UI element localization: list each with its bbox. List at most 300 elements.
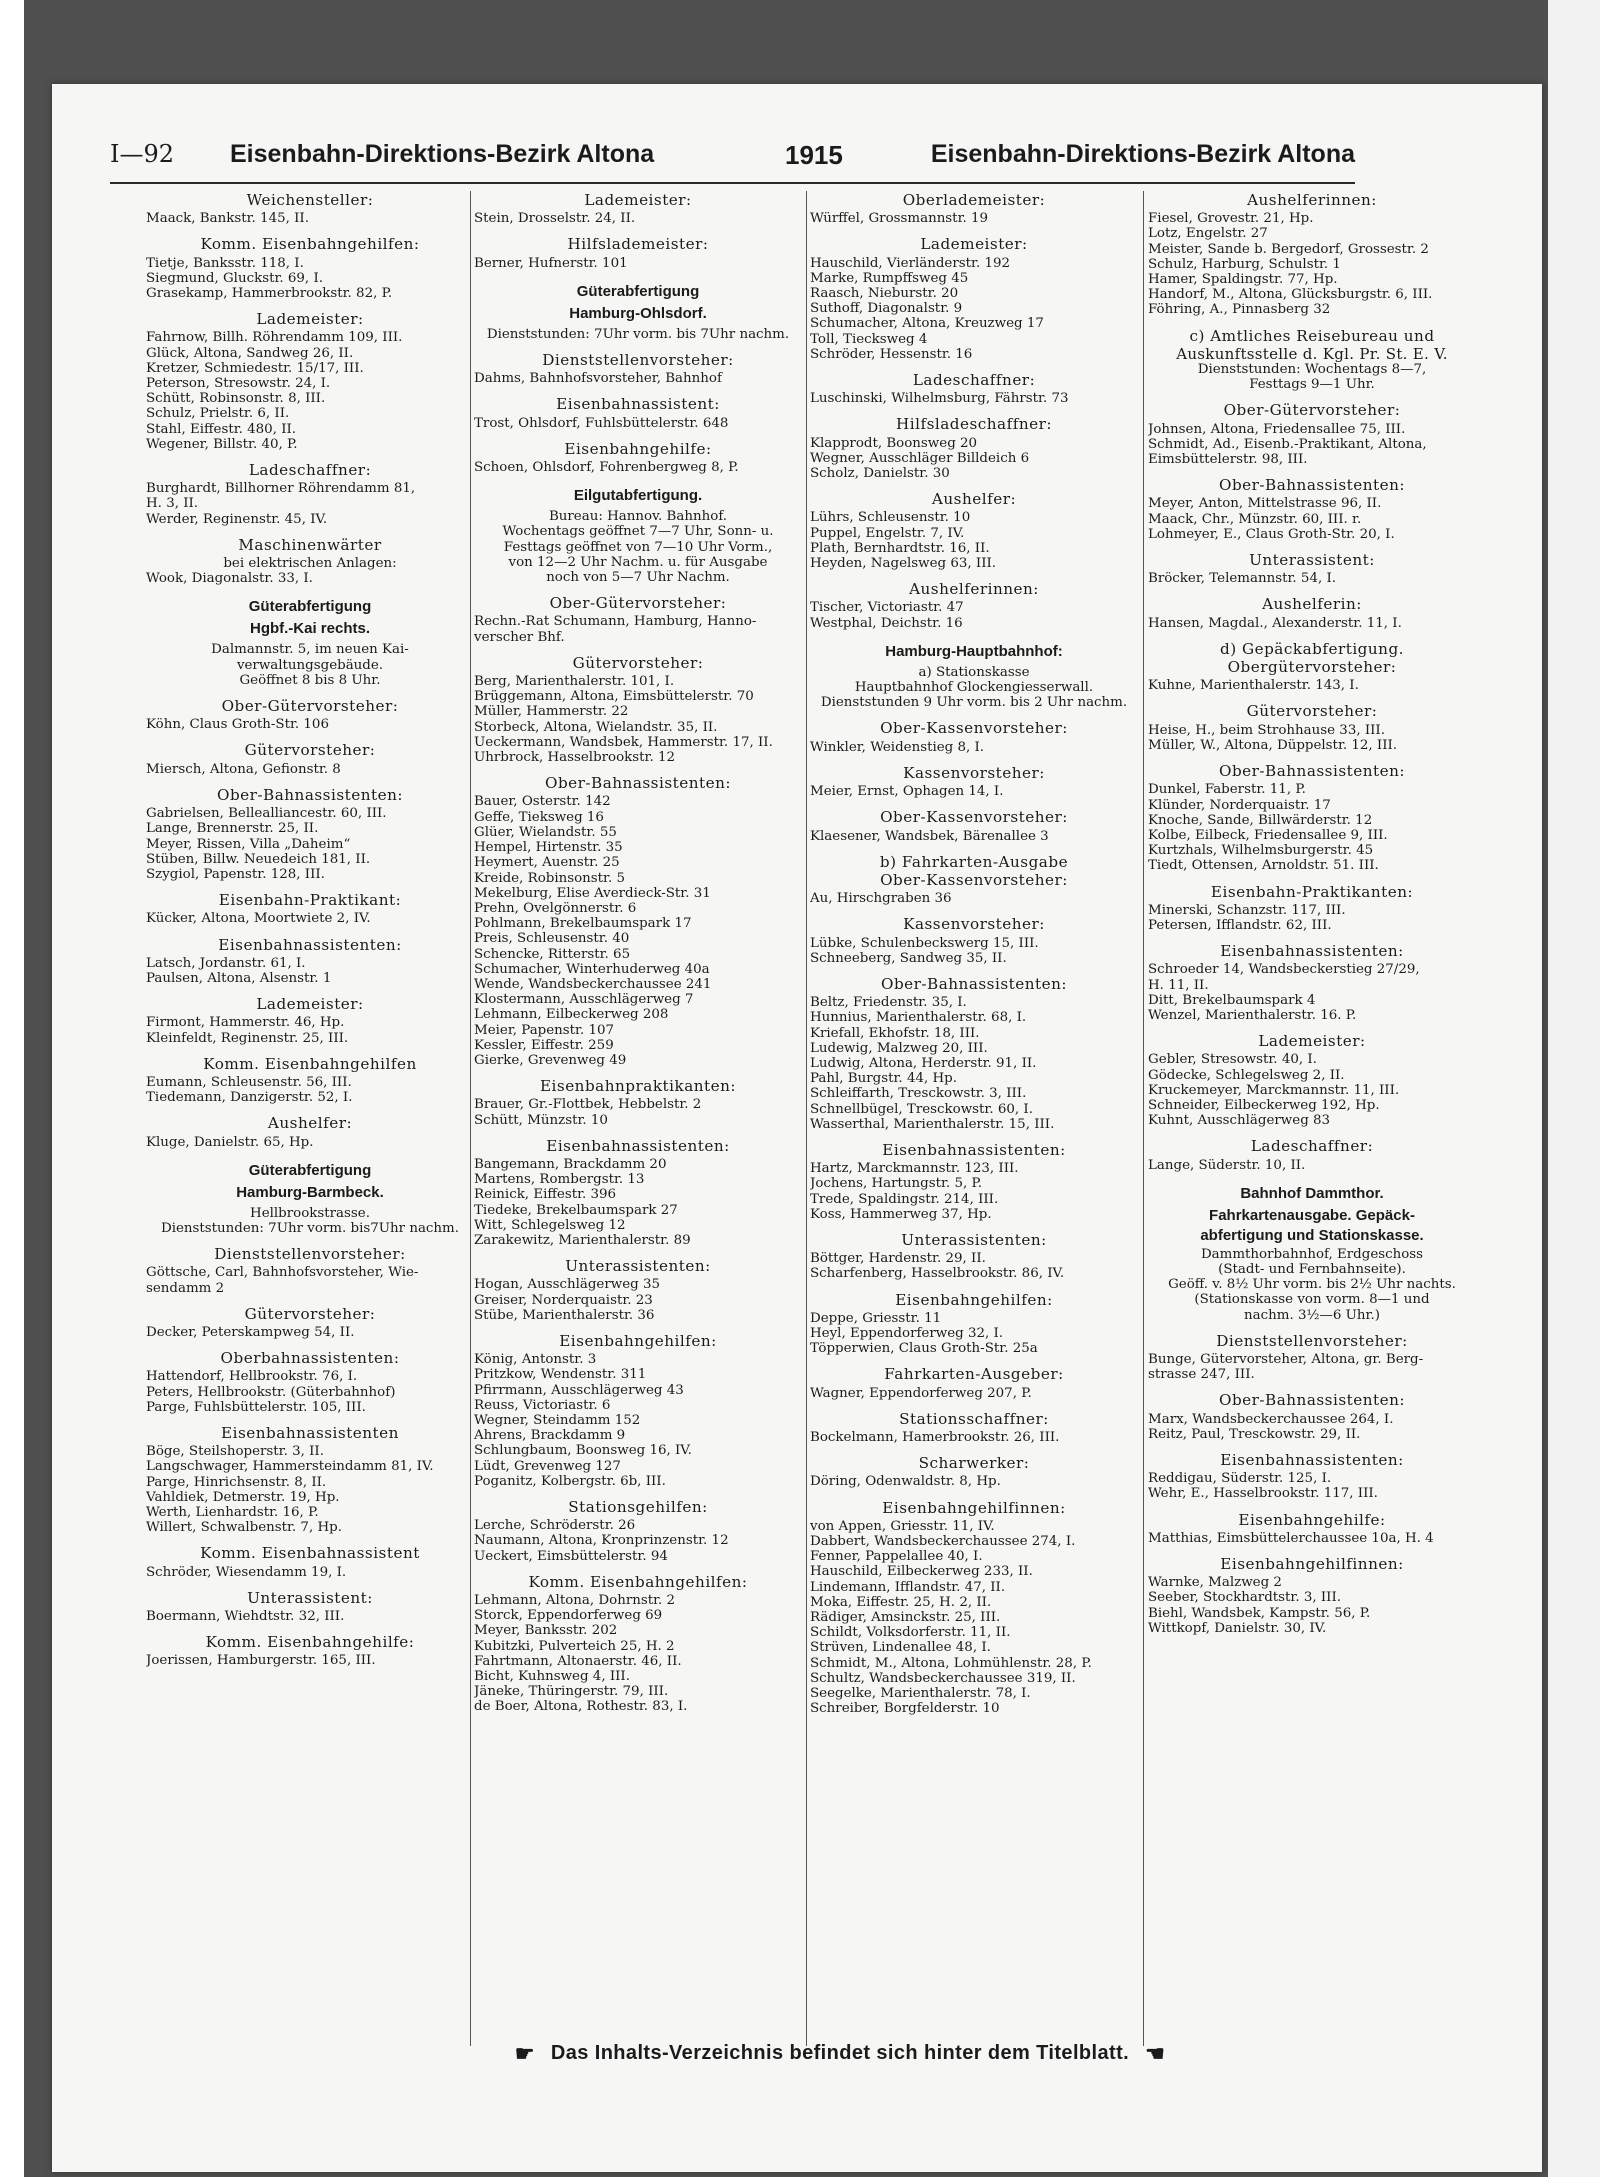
directory-entry: Schmidt, Ad., Eisenb.-Praktikant, Altona, <box>1148 436 1427 452</box>
directory-entry: Toll, Tiecksweg 4 <box>810 331 928 347</box>
directory-entry: Marke, Rumpffsweg 45 <box>810 270 969 286</box>
page-header <box>110 140 1355 176</box>
section-heading: c) Amtliches Reisebureau und <box>1189 326 1435 345</box>
directory-entry: Peters, Hellbrookstr. (Güterbahnhof) <box>146 1384 396 1400</box>
directory-entry: Meyer, Anton, Mittelstrasse 96, II. <box>1148 496 1382 512</box>
directory-entry: Kuhnt, Ausschlägerweg 83 <box>1148 1113 1331 1129</box>
directory-entry: Eimsbüttelerstr. 98, III. <box>1148 452 1308 468</box>
directory-entry: Schumacher, Altona, Kreuzweg 17 <box>810 316 1044 332</box>
office-heading: Bahnhof Dammthor. <box>1240 1184 1384 1202</box>
directory-entry: Gödecke, Schlegelsweg 2, II. <box>1148 1067 1345 1083</box>
section-heading: Ober-Bahnassistenten: <box>217 785 403 804</box>
directory-entry: Wende, Wandsbeckerchaussee 241 <box>474 976 712 992</box>
office-note: bei elektrischen Anlagen: <box>223 556 397 572</box>
directory-entry: Wenzel, Marienthalerstr. 16. P. <box>1148 1007 1357 1023</box>
directory-entry: Schneider, Eilbeckerweg 192, Hp. <box>1148 1097 1380 1113</box>
section-heading: Ladeschaffner: <box>912 371 1036 390</box>
directory-entry: Ludwig, Altona, Herderstr. 91, II. <box>810 1055 1037 1071</box>
directory-entry: Schulz, Harburg, Schulstr. 1 <box>1148 256 1341 272</box>
pointing-hand-icon: ☛ <box>514 2041 535 2066</box>
directory-entry: Böge, Steilshoperstr. 3, II. <box>146 1444 324 1460</box>
directory-entry: Kolbe, Eilbeck, Friedensallee 9, III. <box>1148 827 1388 843</box>
directory-entry: Decker, Peterskampweg 54, II. <box>146 1324 355 1340</box>
directory-entry: Meyer, Banksstr. 202 <box>474 1623 618 1639</box>
directory-entry: sendamm 2 <box>146 1280 225 1296</box>
side-stamp <box>0 0 24 2177</box>
directory-entry: Hamer, Spaldingstr. 77, Hp. <box>1148 272 1338 288</box>
office-heading: Hamburg-Hauptbahnhof: <box>885 642 1063 660</box>
office-note: noch von 5—7 Uhr Nachm. <box>546 570 730 586</box>
office-note: Festtags geöffnet von 7—10 Uhr Vorm., <box>503 539 773 555</box>
column-3 <box>810 191 1138 2046</box>
directory-entry: Berg, Marienthalerstr. 101, I. <box>474 674 675 690</box>
section-heading: Ober-Gütervorsteher: <box>1223 401 1401 420</box>
directory-entry: Mekelburg, Elise Averdieck-Str. 31 <box>474 885 711 901</box>
directory-entry: H. 3, II. <box>146 496 199 512</box>
directory-entry: Geffe, Tieksweg 16 <box>474 809 604 825</box>
section-heading: Ober-Kassenvorsteher: <box>880 870 1068 889</box>
directory-entry: Suthoff, Diagonalstr. 9 <box>810 301 963 317</box>
section-heading: Ober-Bahnassistenten: <box>1219 762 1405 781</box>
directory-entry: Kessler, Eiffestr. 259 <box>474 1037 614 1053</box>
directory-entry: Westphal, Deichstr. 16 <box>810 615 963 631</box>
directory-entry: Deppe, Griesstr. 11 <box>810 1310 942 1326</box>
directory-entry: Klaesener, Wandsbek, Bärenallee 3 <box>810 828 1049 844</box>
directory-entry: Meyer, Rissen, Villa „Daheim“ <box>146 836 351 852</box>
directory-entry: Wasserthal, Marienthalerstr. 15, III. <box>810 1116 1055 1132</box>
directory-entry: Schoen, Ohlsdorf, Fohrenbergweg 8, P. <box>474 460 739 476</box>
section-heading: Lademeister: <box>256 995 364 1014</box>
section-heading: Eisenbahnassistent: <box>556 395 720 414</box>
directory-entry: Dahms, Bahnhofsvorsteher, Bahnhof <box>474 371 722 387</box>
directory-entry: Johnsen, Altona, Friedensallee 75, III. <box>1148 421 1406 437</box>
directory-entry: Storck, Eppendorferweg 69 <box>474 1608 663 1624</box>
section-heading: Eisenbahngehilfinnen: <box>882 1498 1066 1517</box>
directory-entry: Tischer, Victoriastr. 47 <box>810 600 964 616</box>
directory-entry: Lohmeyer, E., Claus Groth-Str. 20, I. <box>1148 526 1395 542</box>
office-note: Bureau: Hannov. Bahnhof. <box>548 509 728 525</box>
directory-entry: Kriefall, Ekhofstr. 18, III. <box>810 1025 980 1041</box>
directory-entry: Schütt, Münzstr. 10 <box>474 1112 608 1128</box>
directory-entry: Bauer, Osterstr. 142 <box>474 794 611 810</box>
scan-margin-right <box>1548 0 1600 2177</box>
directory-entry: Stüben, Billw. Neuedeich 181, II. <box>146 851 371 867</box>
directory-entry: Parge, Fuhlsbüttelerstr. 105, III. <box>146 1399 366 1415</box>
directory-entry: Reitz, Paul, Tresckowstr. 29, II. <box>1148 1426 1361 1442</box>
directory-entry: Minerski, Schanzstr. 117, III. <box>1148 902 1346 918</box>
directory-entry: Marx, Wandsbeckerchaussee 264, I. <box>1148 1411 1394 1427</box>
directory-entry: Wegner, Steindamm 152 <box>474 1413 641 1428</box>
section-heading: Ladeschaffner: <box>248 461 372 480</box>
directory-entry: Tiedt, Ottensen, Arnoldstr. 51. III. <box>1148 858 1379 874</box>
office-note: Geöffnet 8 bis 8 Uhr. <box>239 672 381 688</box>
directory-entry: Ueckert, Eimsbüttelerstr. 94 <box>474 1548 668 1564</box>
directory-entry: Knoche, Sande, Billwärderstr. 12 <box>1148 812 1373 828</box>
directory-entry: Wehr, E., Hasselbrookstr. 117, III. <box>1148 1486 1378 1502</box>
directory-entry: Hartz, Marckmannstr. 123, III. <box>810 1161 1019 1177</box>
section-heading: Ladeschaffner: <box>1250 1137 1374 1156</box>
office-note: Auskunftsstelle d. Kgl. Pr. St. E. V. <box>1176 344 1448 363</box>
office-note: (Stadt- und Fernbahnseite). <box>1218 1261 1406 1277</box>
section-heading: Ober-Bahnassistenten: <box>881 974 1067 993</box>
directory-entry: Heise, H., beim Strohhause 33, III. <box>1148 722 1385 738</box>
directory-entry: Jäneke, Thüringerstr. 79, III. <box>474 1684 669 1700</box>
directory-entry: Seeber, Stockhardtstr. 3, III. <box>1148 1590 1342 1606</box>
office-note: Dienststunden: 7Uhr vorm. bis7Uhr nachm. <box>160 1220 460 1236</box>
section-heading: Kassenvorsteher: <box>903 915 1045 934</box>
office-heading: Fahrkartenausgabe. Gepäck- <box>1209 1206 1415 1224</box>
directory-entry: Wagner, Eppendorferweg 207, P. <box>810 1385 1032 1401</box>
office-note: Hellbrookstrasse. <box>250 1205 370 1221</box>
section-heading: Hilfslademeister: <box>567 235 709 254</box>
directory-entry: Eumann, Schleusenstr. 56, III. <box>146 1074 352 1090</box>
directory-entry: Latsch, Jordanstr. 61, I. <box>146 955 306 971</box>
directory-entry: Hunnius, Marienthalerstr. 68, I. <box>810 1010 1027 1026</box>
section-heading: Eisenbahnpraktikanten: <box>539 1077 737 1096</box>
directory-entry: Willert, Schwalbenstr. 7, Hp. <box>146 1520 342 1536</box>
section-heading: Eisenbahngehilfen: <box>559 1331 717 1350</box>
section-heading: Gütervorsteher: <box>244 1304 376 1323</box>
directory-entry: Plath, Bernhardtstr. 16, II. <box>810 540 990 556</box>
office-heading: Güterabfertigung <box>248 1161 372 1179</box>
directory-entry: Lotz, Engelstr. 27 <box>1148 226 1268 242</box>
directory-entry: Schnellbügel, Tresckowstr. 60, I. <box>810 1101 1033 1117</box>
section-heading: Kassenvorsteher: <box>903 763 1045 782</box>
section-heading: Lademeister: <box>584 191 692 209</box>
directory-entry: Fiesel, Grovestr. 21, Hp. <box>1148 211 1314 227</box>
directory-entry: Glüer, Wielandstr. 55 <box>474 824 617 840</box>
directory-entry: Werder, Reginenstr. 45, IV. <box>146 511 328 527</box>
directory-entry: Lührs, Schleusenstr. 10 <box>810 510 971 526</box>
directory-entry: Kretzer, Schmiedestr. 15/17, III. <box>146 360 364 376</box>
directory-entry: Schencke, Ritterstr. 65 <box>474 946 631 962</box>
section-heading: Ober-Bahnassistenten: <box>545 774 731 793</box>
directory-entry: Martens, Rombergstr. 13 <box>474 1172 645 1188</box>
directory-entry: strasse 247, III. <box>1148 1367 1255 1383</box>
directory-entry: Bockelmann, Hamerbrookstr. 26, III. <box>810 1430 1060 1445</box>
section-heading: Eisenbahngehilfe: <box>564 439 712 458</box>
header-rule <box>110 182 1355 184</box>
section-heading: Obergütervorsteher: <box>1227 658 1397 677</box>
section-heading: Lademeister: <box>1258 1032 1366 1051</box>
section-heading: Komm. Eisenbahnassistent <box>200 1544 420 1563</box>
directory-entry: Schultz, Wandsbeckerchaussee 319, II. <box>810 1670 1076 1686</box>
section-heading: Gütervorsteher: <box>1246 702 1378 721</box>
directory-entry: Schmidt, M., Altona, Lohmühlenstr. 28, P. <box>810 1655 1092 1671</box>
directory-entry: Maack, Bankstr. 145, II. <box>146 211 309 227</box>
directory-entry: Greiser, Norderquaistr. 23 <box>474 1292 653 1308</box>
directory-entry: Parge, Hinrichsenstr. 8, II. <box>146 1474 327 1490</box>
directory-entry: König, Antonstr. 3 <box>474 1352 597 1368</box>
directory-entry: Scholz, Danielstr. 30 <box>810 466 950 482</box>
header-right-title: Eisenbahn-Direktions-Bezirk Altona <box>930 140 1355 168</box>
directory-entry: Scharfenberg, Hasselbrookstr. 86, IV. <box>810 1266 1065 1282</box>
section-heading: b) Fahrkarten-Ausgabe <box>879 852 1069 871</box>
directory-entry: Müller, Hammerstr. 22 <box>474 704 629 720</box>
directory-entry: de Boer, Altona, Rothestr. 83, I. <box>474 1699 688 1715</box>
directory-entry: Bröcker, Telemannstr. 54, I. <box>1148 571 1337 587</box>
office-note: Dienststunden 9 Uhr vorm. bis 2 Uhr nachm. <box>820 695 1128 711</box>
directory-entry: Jochens, Hartungstr. 5, P. <box>810 1176 983 1192</box>
directory-entry: Lüdt, Grevenweg 127 <box>474 1458 621 1474</box>
directory-entry: Bunge, Gütervorsteher, Altona, gr. Berg- <box>1148 1351 1424 1367</box>
office-note: Dalmannstr. 5, im neuen Kai- <box>211 642 409 658</box>
directory-entry: Kubitzki, Pulverteich 25, H. 2 <box>474 1638 675 1654</box>
directory-entry: Lange, Süderstr. 10, II. <box>1148 1157 1306 1173</box>
office-heading: Hgbf.-Kai rechts. <box>249 620 370 638</box>
directory-entry: Maack, Chr., Münzstr. 60, III. r. <box>1148 511 1362 527</box>
office-heading: Hamburg-Barmbeck. <box>236 1183 384 1201</box>
directory-entry: Wook, Diagonalstr. 33, I. <box>146 571 313 587</box>
section-heading: Oberlademeister: <box>902 191 1046 209</box>
page-number: I—92 <box>110 140 175 168</box>
directory-entry: Döring, Odenwaldstr. 8, Hp. <box>810 1474 1001 1490</box>
directory-entry: Uhrbrock, Hasselbrookstr. 12 <box>474 750 676 766</box>
directory-entry: Fenner, Pappelallee 40, I. <box>810 1549 983 1565</box>
section-heading: Weichensteller: <box>246 191 374 209</box>
office-note: Festtags 9—1 Uhr. <box>1249 377 1375 393</box>
directory-entry: Lehmann, Eilbeckerweg 208 <box>474 1007 669 1023</box>
section-heading: Eisenbahnassistenten: <box>1220 942 1404 961</box>
directory-entry: Lehmann, Altona, Dohrnstr. 2 <box>474 1593 676 1609</box>
footer-text: Das Inhalts-Verzeichnis befindet sich hinter dem Titelblatt. <box>550 2042 1130 2064</box>
section-heading: Komm. Eisenbahngehilfen: <box>200 235 420 254</box>
section-heading: Oberbahnassistenten: <box>220 1349 400 1368</box>
directory-entry: Beltz, Friedenstr. 35, I. <box>810 995 967 1011</box>
section-heading: Ober-Kassenvorsteher: <box>880 719 1068 738</box>
directory-entry: Hauschild, Vierländerstr. 192 <box>810 255 1011 271</box>
directory-entry: Zarakewitz, Marienthalerstr. 89 <box>474 1232 691 1248</box>
section-heading: Aushelferinnen: <box>909 580 1039 599</box>
directory-entry: Reinick, Eiffestr. 396 <box>474 1187 617 1203</box>
section-heading: Eisenbahngehilfe: <box>1238 1510 1386 1529</box>
directory-entry: Hansen, Magdal., Alexanderstr. 11, I. <box>1148 615 1402 631</box>
directory-entry: Ludewig, Malzweg 20, III. <box>810 1040 988 1056</box>
section-heading: Ober-Gütervorsteher: <box>549 594 727 613</box>
directory-entry: Kurtzhals, Wilhelmsburgerstr. 45 <box>1148 843 1374 859</box>
section-heading: Stationsgehilfen: <box>568 1498 708 1517</box>
section-heading: Scharwerker: <box>918 1454 1030 1473</box>
directory-entry: Heymert, Auenstr. 25 <box>474 855 620 871</box>
directory-entry: Werth, Lienhardstr. 16, P. <box>146 1505 319 1520</box>
directory-entry: Stahl, Eiffestr. 480, II. <box>146 421 297 437</box>
directory-entry: Hempel, Hirtenstr. 35 <box>474 840 623 856</box>
section-heading: Komm. Eisenbahngehilfe: <box>205 1633 415 1652</box>
directory-entry: verscher Bhf. <box>474 629 565 645</box>
directory-entry: Schreiber, Borgfelderstr. 10 <box>810 1701 1000 1717</box>
column-2 <box>474 191 802 2046</box>
directory-entry: Handorf, M., Altona, Glücksburgstr. 6, III. <box>1148 287 1433 303</box>
section-heading: Aushelfer: <box>931 490 1017 509</box>
office-heading: Hamburg-Ohlsdorf. <box>569 304 707 322</box>
directory-entry: Brüggemann, Altona, Eimsbüttelerstr. 70 <box>474 689 754 705</box>
directory-entry: Wegener, Billstr. 40, P. <box>146 436 298 452</box>
directory-entry: Schlungbaum, Boonsweg 16, IV. <box>474 1443 692 1459</box>
directory-entry: Tietje, Banksstr. 118, I. <box>146 255 304 271</box>
directory-entry: Pfirrmann, Ausschlägerweg 43 <box>474 1382 684 1398</box>
office-heading: Güterabfertigung <box>248 598 372 616</box>
directory-entry: Fahrtmann, Altonaerstr. 46, II. <box>474 1653 682 1669</box>
directory-entry: Schroeder 14, Wandsbeckerstieg 27/29, <box>1148 962 1420 978</box>
directory-entry: Reddigau, Süderstr. 125, I. <box>1148 1471 1332 1487</box>
section-heading: Eisenbahnassistenten: <box>218 935 402 954</box>
office-note: nachm. 3½—6 Uhr.) <box>1244 1307 1380 1323</box>
directory-entry: Heyden, Nagelsweg 63, III. <box>810 556 997 572</box>
directory-entry: Joerissen, Hamburgerstr. 165, III. <box>146 1653 376 1669</box>
office-note: Dienststunden: 7Uhr vorm. bis 7Uhr nachm. <box>486 326 790 342</box>
section-heading: Eisenbahnassistenten: <box>546 1136 730 1155</box>
pointing-hand-icon: ☚ <box>1145 2041 1166 2066</box>
section-heading: Eisenbahn-Praktikanten: <box>1210 882 1414 901</box>
section-heading: Dienststellenvorsteher: <box>1216 1331 1408 1350</box>
directory-entry: Glück, Altona, Sandweg 26, II. <box>146 345 354 361</box>
section-heading: Dienststellenvorsteher: <box>542 351 734 370</box>
directory-entry: Meier, Papenstr. 107 <box>474 1022 615 1038</box>
section-heading: Maschinenwärter <box>238 535 382 554</box>
header-left-title: Eisenbahn-Direktions-Bezirk Altona <box>230 140 655 168</box>
directory-entry: Vahldiek, Detmerstr. 19, Hp. <box>146 1489 340 1505</box>
directory-entry: Böttger, Hardenstr. 29, II. <box>810 1251 986 1267</box>
header-year: 1915 <box>785 140 843 170</box>
directory-entry: Firmont, Hammerstr. 46, Hp. <box>146 1015 345 1031</box>
section-heading: d) Gepäckabfertigung. <box>1219 639 1405 658</box>
section-heading: Eisenbahnassistenten <box>221 1423 399 1442</box>
directory-entry: Bicht, Kuhnsweg 4, III. <box>474 1669 630 1685</box>
directory-entry: Miersch, Altona, Gefionstr. 8 <box>146 761 341 777</box>
directory-entry: Ahrens, Brackdamm 9 <box>474 1428 626 1444</box>
directory-entry: Lindemann, Ifflandstr. 47, II. <box>810 1579 1006 1595</box>
office-note: a) Stationskasse <box>918 664 1030 680</box>
directory-entry: Puppel, Engelstr. 7, IV. <box>810 525 965 541</box>
directory-entry: Matthias, Eimsbüttelerchaussee 10a, H. 4 <box>1148 1530 1434 1546</box>
section-heading: Aushelfer: <box>267 1114 353 1133</box>
directory-entry: Au, Hirschgraben 36 <box>810 891 952 907</box>
directory-entry: Schulz, Prielstr. 6, II. <box>146 406 290 422</box>
directory-entry: Szygiol, Papenstr. 128, III. <box>146 866 325 882</box>
directory-entry: Kreide, Robinsonstr. 5 <box>474 870 626 886</box>
directory-entry: Müller, W., Altona, Düppelstr. 12, III. <box>1148 737 1398 753</box>
directory-entry: Luschinski, Wilhelmsburg, Fährstr. 73 <box>810 391 1069 407</box>
directory-entry: Schütt, Robinsonstr. 8, III. <box>146 391 326 407</box>
directory-entry: Klapprodt, Boonsweg 20 <box>810 435 978 451</box>
section-heading: Komm. Eisenbahngehilfen: <box>528 1572 748 1591</box>
section-heading: Unterassistenten: <box>565 1257 711 1276</box>
directory-entry: Klostermann, Ausschlägerweg 7 <box>474 992 694 1008</box>
section-heading: Hilfsladeschaffner: <box>895 415 1053 434</box>
directory-entry: Siegmund, Gluckstr. 69, I. <box>146 270 323 286</box>
office-note: Dammthorbahnhof, Erdgeschoss <box>1200 1246 1424 1262</box>
directory-entry: Schröder, Hessenstr. 16 <box>810 346 973 362</box>
directory-entry: Wegner, Ausschläger Billdeich 6 <box>810 450 1030 466</box>
directory-entry: Köhn, Claus Groth-Str. 106 <box>146 717 329 733</box>
directory-entry: Petersen, Ifflandstr. 62, III. <box>1148 917 1332 933</box>
directory-entry: Fahrnow, Billh. Röhrendamm 109, III. <box>146 330 403 346</box>
section-heading: Ober-Kassenvorsteher: <box>880 808 1068 827</box>
office-heading: Güterabfertigung <box>576 282 700 300</box>
section-heading: Gütervorsteher: <box>572 653 704 672</box>
section-heading: Fahrkarten-Ausgeber: <box>884 1365 1064 1384</box>
directory-entry: Pohlmann, Brekelbaumspark 17 <box>474 916 692 932</box>
office-note: Wochentags geöffnet 7—7 Uhr, Sonn- u. <box>502 524 774 540</box>
directory-entry: Schröder, Wiesendamm 19, I. <box>146 1564 347 1580</box>
section-heading: Eisenbahngehilfen: <box>895 1290 1053 1309</box>
directory-entry: Tiedeke, Brekelbaumspark 27 <box>474 1202 678 1218</box>
directory-entry: Grasekamp, Hammerbrookstr. 82, P. <box>146 286 393 302</box>
directory-entry: Preis, Schleusenstr. 40 <box>474 931 630 947</box>
directory-entry: Dunkel, Faberstr. 11, P. <box>1148 782 1306 798</box>
directory-entry: Kruckemeyer, Marckmannstr. 11, III. <box>1148 1082 1400 1098</box>
directory-entry: Föhring, A., Pinnasberg 32 <box>1148 302 1331 318</box>
directory-entry: Rädiger, Amsinckstr. 25, III. <box>810 1610 1001 1626</box>
directory-entry: Göttsche, Carl, Bahnhofsvorsteher, Wie- <box>146 1265 419 1281</box>
directory-entry: Boermann, Wiehdtstr. 32, III. <box>146 1609 345 1625</box>
column-4 <box>1148 191 1476 2046</box>
directory-entry: Meier, Ernst, Ophagen 14, I. <box>810 784 1004 800</box>
directory-entry: Langschwager, Hammersteindamm 81, IV. <box>146 1459 434 1475</box>
directory-entry: Peterson, Stresowstr. 24, I. <box>146 376 331 392</box>
directory-entry: Dabbert, Wandsbeckerchaussee 274, I. <box>810 1534 1076 1550</box>
directory-entry: Storbeck, Altona, Wielandstr. 35, II. <box>474 719 718 735</box>
directory-entry: Pritzkow, Wendenstr. 311 <box>474 1367 647 1383</box>
column-divider <box>1143 191 1144 2046</box>
directory-entry: Strüven, Lindenallee 48, I. <box>810 1640 991 1656</box>
directory-entry: Biehl, Wandsbek, Kampstr. 56, P. <box>1148 1605 1371 1621</box>
directory-entry: Würffel, Grossmannstr. 19 <box>810 211 989 227</box>
directory-entry: Berner, Hufnerstr. 101 <box>474 255 628 271</box>
directory-entry: Lerche, Schröderstr. 26 <box>474 1518 636 1534</box>
directory-entry: H. 11, II. <box>1148 977 1209 993</box>
directory-entry: Lange, Brennerstr. 25, II. <box>146 821 319 837</box>
section-heading: Unterassistenten: <box>901 1230 1047 1249</box>
directory-entry: Ueckermann, Wandsbek, Hammerstr. 17, II. <box>474 734 773 750</box>
office-note: Hauptbahnhof Glockengiesserwall. <box>854 680 1094 696</box>
directory-entry: Ditt, Brekelbaumspark 4 <box>1148 992 1316 1008</box>
directory-entry: Heyl, Eppendorferweg 32, I. <box>810 1325 1004 1341</box>
directory-entry: Töpperwien, Claus Groth-Str. 25a <box>810 1341 1038 1357</box>
section-heading: Ober-Bahnassistenten: <box>1219 1391 1405 1410</box>
directory-entry: Koss, Hammerweg 37, Hp. <box>810 1206 992 1222</box>
directory-entry: Rechn.-Rat Schumann, Hamburg, Hanno- <box>474 614 757 630</box>
directory-entry: Hogan, Ausschlägerweg 35 <box>474 1277 661 1293</box>
directory-entry: Gebler, Stresowstr. 40, I. <box>1148 1052 1317 1068</box>
directory-entry: Hauschild, Eilbeckerweg 233, II. <box>810 1564 1033 1580</box>
directory-entry: Schildt, Volksdorferstr. 11, II. <box>810 1625 1011 1641</box>
directory-entry: Witt, Schlegelsweg 12 <box>474 1217 626 1233</box>
directory-entry: Hattendorf, Hellbrookstr. 76, I. <box>146 1369 358 1385</box>
directory-entry: Seegelke, Marienthalerstr. 78, I. <box>810 1686 1031 1702</box>
directory-entry: Bangemann, Brackdamm 20 <box>474 1156 667 1172</box>
directory-entry: Stein, Drosselstr. 24, II. <box>474 211 636 227</box>
footer-note <box>410 2041 1270 2067</box>
directory-entry: Trost, Ohlsdorf, Fuhlsbüttelerstr. 648 <box>474 415 729 431</box>
directory-entry: Pahl, Burgstr. 44, Hp. <box>810 1071 958 1087</box>
office-heading: abfertigung und Stationskasse. <box>1200 1226 1424 1244</box>
section-heading: Ober-Gütervorsteher: <box>221 697 399 716</box>
section-heading: Dienststellenvorsteher: <box>214 1245 406 1264</box>
directory-entry: Schleiffarth, Tresckowstr. 3, III. <box>810 1086 1027 1102</box>
office-note: verwaltungsgebäude. <box>236 657 384 673</box>
directory-entry: von Appen, Griesstr. 11, IV. <box>810 1518 995 1534</box>
directory-entry: Gierke, Grevenweg 49 <box>474 1052 627 1068</box>
office-note: Geöff. v. 8½ Uhr vorm. bis 2½ Uhr nachts. <box>1168 1277 1456 1293</box>
directory-entry: Brauer, Gr.-Flottbek, Hebbelstr. 2 <box>474 1097 702 1113</box>
directory-entry: Raasch, Nieburstr. 20 <box>810 286 959 302</box>
directory-entry: Gabrielsen, Bellealliancestr. 60, III. <box>146 806 387 822</box>
directory-entry: Stübe, Marienthalerstr. 36 <box>474 1307 655 1323</box>
directory-entry: Kücker, Altona, Moortwiete 2, IV. <box>146 911 371 927</box>
section-heading: Lademeister: <box>256 310 364 329</box>
section-heading: Ober-Bahnassistenten: <box>1219 476 1405 495</box>
